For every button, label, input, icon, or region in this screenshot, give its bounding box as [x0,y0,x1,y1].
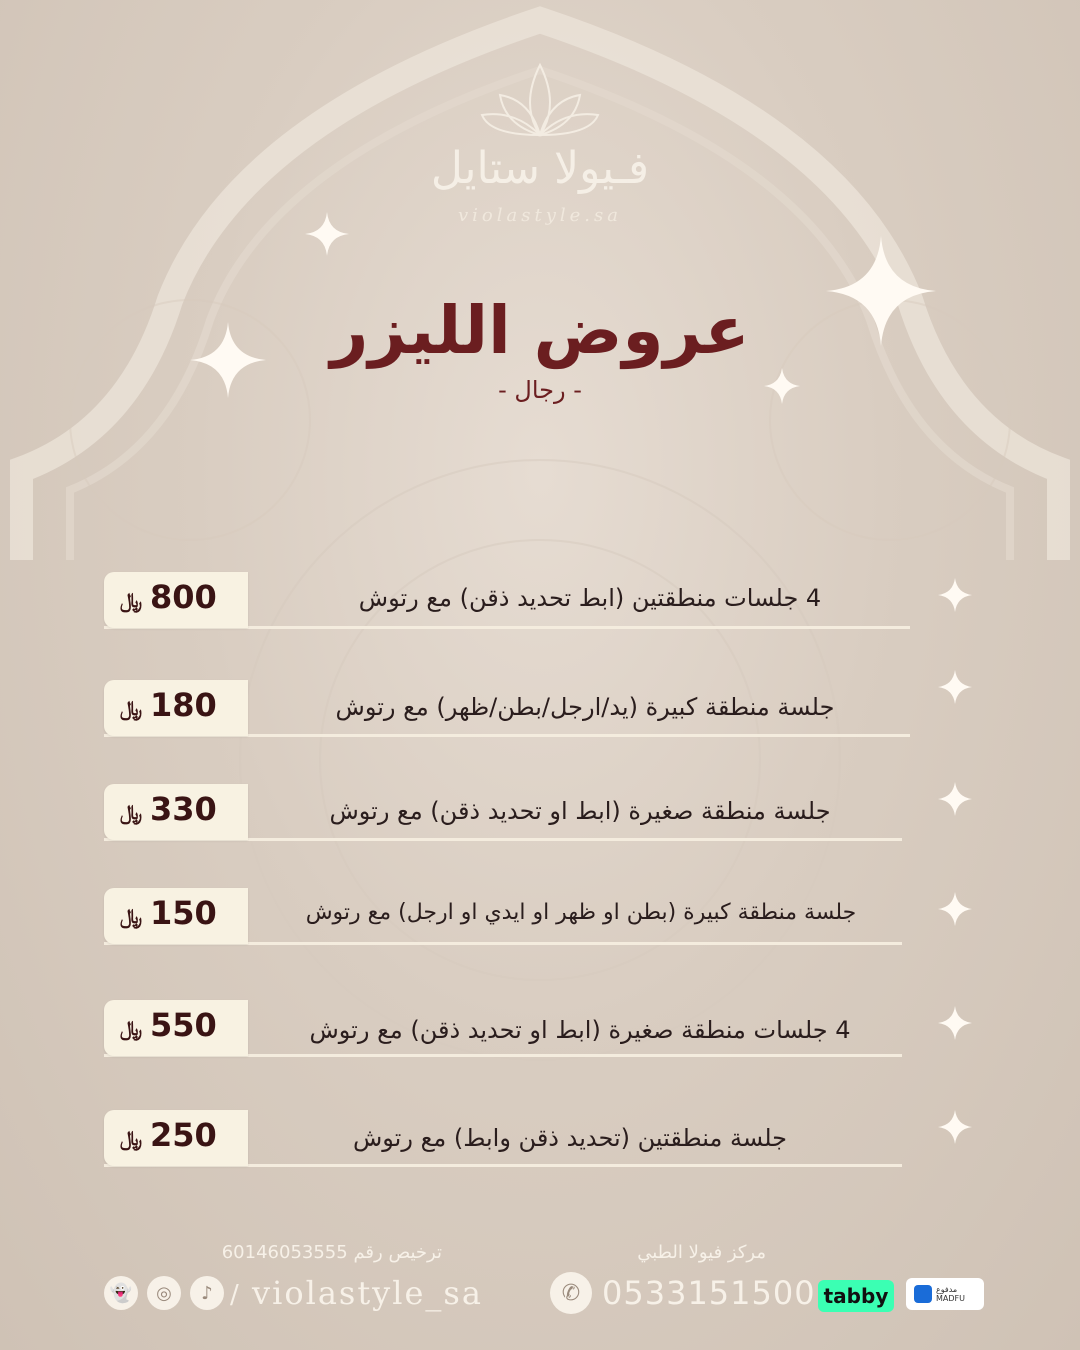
price-badge [104,1110,248,1166]
tiktok-icon[interactable]: ♪ [190,1276,224,1310]
price-badge [104,680,248,736]
riyal-icon: ﷼ [120,904,143,928]
sparkle-icon [938,1110,972,1144]
price-value: 550 [150,1006,217,1044]
slash-separator: / [230,1280,239,1310]
tabby-badge [818,1280,894,1312]
riyal-icon: ﷼ [120,1016,143,1040]
price-value: 150 [150,894,217,932]
offer-description: جلسة منطقتين (تحديد ذقن وابط) مع رتوش [352,1124,788,1152]
instagram-icon[interactable]: ◎ [147,1276,181,1310]
brand-handle: violastyle.sa [458,205,622,226]
price-value: 180 [150,686,217,724]
sparkle-icon [938,670,972,704]
price-badge [104,784,248,840]
tabby-label: tabby [823,1284,889,1308]
whatsapp-icon[interactable]: ✆ [550,1272,592,1314]
page-title: عروض الليزر [330,292,750,369]
social-handle[interactable]: violastyle_sa [252,1274,483,1312]
riyal-icon: ﷼ [120,696,143,720]
price-badge [104,572,248,628]
brand-logo [415,55,665,235]
sparkle-icon [938,892,972,926]
snapchat-icon[interactable]: 👻 [104,1276,138,1310]
phone-number[interactable]: 0533151500 [602,1274,816,1312]
price-badge [104,1000,248,1056]
riyal-icon: ﷼ [120,588,143,612]
offer-description: جلسة منطقة كبيرة (بطن او ظهر او ايدي او ارجل) مع رتوش [305,900,857,925]
price-value: 330 [150,790,217,828]
price-value: 250 [150,1116,217,1154]
madfu-icon [914,1285,932,1303]
riyal-icon: ﷼ [120,800,143,824]
lotus-icon [480,55,600,145]
offer-description: 4 جلسات منطقة صغيرة (ابط او تحديد ذقن) مع رتوش [309,1016,851,1044]
riyal-icon: ﷼ [120,1126,143,1150]
offer-description: جلسة منطقة كبيرة (يد/ارجل/بطن/ظهر) مع رتوش [335,693,835,721]
madfu-badge [906,1278,984,1310]
brand-name: فـيولا ستايل [430,143,650,194]
sparkle-icon [938,1006,972,1040]
license-number: ترخيص رقم 60146053555 [221,1242,442,1263]
madfu-label: مدفوع MADFU [936,1285,965,1303]
price-badge [104,888,248,944]
offer-description: جلسة منطقة صغيرة (ابط او تحديد ذقن) مع رتوش [329,797,831,825]
page-subtitle: - رجال - [498,376,582,404]
sparkle-icon [938,782,972,816]
price-value: 800 [150,578,217,616]
center-name: مركز فيولا الطبي [637,1242,766,1263]
sparkle-icon [305,212,349,256]
sparkle-icon [938,578,972,612]
offer-description: 4 جلسات منطقتين (ابط تحديد ذقن) مع رتوش [358,584,822,612]
